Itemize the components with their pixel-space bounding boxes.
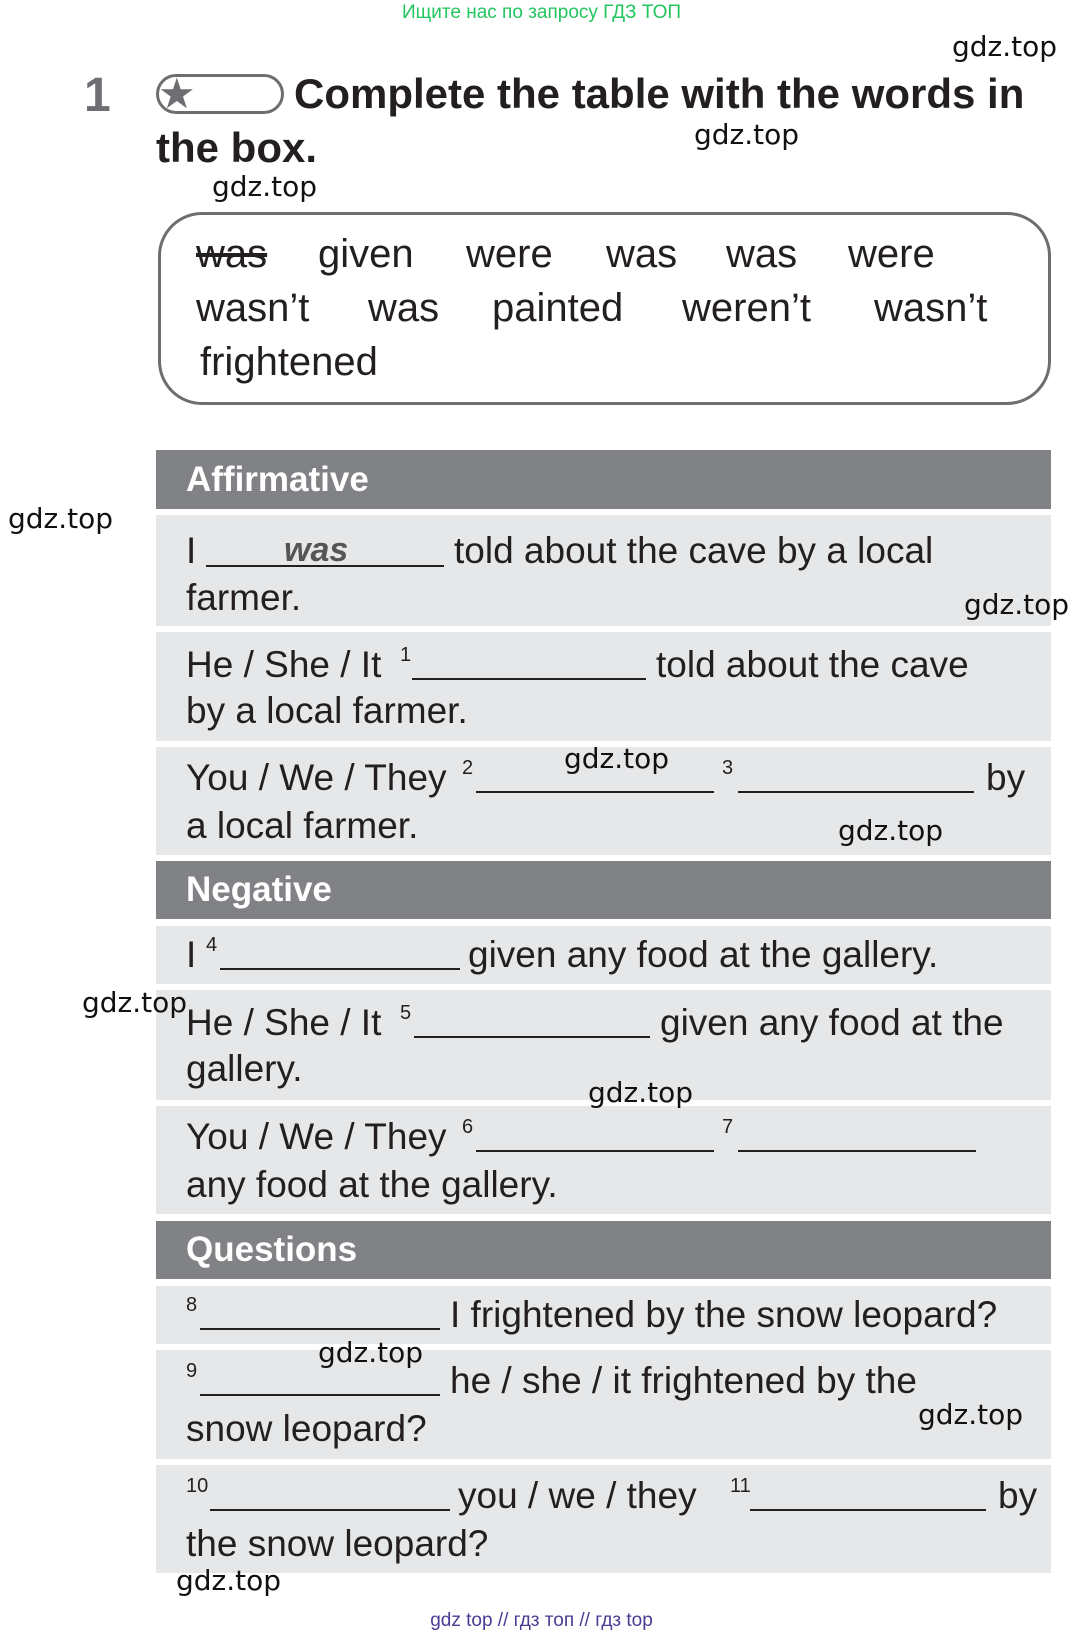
row-text: he / she / it frightened by the bbox=[450, 1360, 917, 1401]
row-text: gallery. bbox=[186, 1048, 303, 1089]
word: wasn’t bbox=[874, 286, 988, 330]
watermark: gdz.top bbox=[212, 170, 318, 203]
word: painted bbox=[492, 286, 624, 330]
row-text: by a local farmer. bbox=[186, 690, 468, 731]
section-header-affirmative: Affirmative bbox=[156, 450, 1051, 509]
table-row bbox=[156, 515, 1051, 626]
watermark: gdz.top bbox=[176, 1564, 282, 1597]
row-text: by bbox=[998, 1475, 1038, 1516]
word: weren’t bbox=[682, 286, 811, 330]
section-header-questions: Questions bbox=[156, 1221, 1051, 1279]
word: given bbox=[318, 232, 414, 276]
bottom-note: gdz top // гдз топ // гдз top bbox=[430, 1610, 653, 1631]
answer-blank[interactable] bbox=[738, 1150, 976, 1152]
row-text: He / She / It bbox=[186, 644, 382, 685]
blank-number: 7 bbox=[722, 1116, 734, 1138]
row-text: given any food at the gallery. bbox=[468, 934, 939, 975]
blank-number: 11 bbox=[730, 1475, 751, 1497]
blank-number: 6 bbox=[462, 1116, 474, 1138]
exercise-number: 1 bbox=[84, 69, 111, 122]
watermark: gdz.top bbox=[838, 814, 944, 847]
row-text: farmer. bbox=[186, 577, 302, 618]
row-text: told about the cave by a local bbox=[454, 530, 934, 571]
answer-blank[interactable] bbox=[738, 791, 974, 793]
table-row bbox=[156, 632, 1051, 741]
example-answer: was bbox=[284, 531, 349, 569]
row-text: told about the cave bbox=[656, 644, 969, 685]
blank-number: 1 bbox=[400, 644, 412, 666]
blank-number: 9 bbox=[186, 1360, 198, 1382]
blank-number: 10 bbox=[186, 1475, 209, 1497]
instruction-line-2: the box. bbox=[156, 124, 318, 171]
answer-blank[interactable] bbox=[750, 1509, 986, 1511]
row-text: you / we / they bbox=[458, 1475, 697, 1516]
watermark: gdz.top bbox=[694, 118, 800, 151]
word: were bbox=[848, 232, 935, 276]
answer-blank[interactable] bbox=[476, 791, 714, 793]
row-text: He / She / It bbox=[186, 1002, 382, 1043]
answer-blank[interactable] bbox=[200, 1394, 440, 1396]
answer-blank[interactable] bbox=[200, 1328, 440, 1330]
answer-blank[interactable] bbox=[412, 678, 646, 680]
star-icon: ★ bbox=[158, 70, 196, 117]
answer-blank[interactable] bbox=[220, 968, 460, 970]
answer-blank[interactable] bbox=[414, 1036, 650, 1038]
watermark: gdz.top bbox=[952, 30, 1058, 63]
table-row bbox=[156, 1350, 1051, 1459]
row-text: a local farmer. bbox=[186, 805, 419, 846]
row-text: I frightened by the snow leopard? bbox=[450, 1294, 998, 1335]
watermark: gdz.top bbox=[8, 502, 114, 535]
word: was bbox=[368, 286, 440, 330]
table-row bbox=[156, 1106, 1051, 1214]
word: wasn’t bbox=[196, 286, 310, 330]
row-text: I bbox=[186, 530, 197, 571]
watermark: gdz.top bbox=[588, 1076, 694, 1109]
instruction-line-1: Complete the table with the words in bbox=[294, 70, 1025, 117]
blank-number: 4 bbox=[206, 934, 218, 956]
word: were bbox=[466, 232, 553, 276]
watermark: gdz.top bbox=[82, 986, 188, 1019]
row-text: given any food at the bbox=[660, 1002, 1004, 1043]
word: frightened bbox=[200, 340, 378, 384]
word-struck: was bbox=[196, 232, 268, 276]
watermark: gdz.top bbox=[918, 1398, 1024, 1431]
top-note: Ищите нас по запросу ГДЗ ТОП bbox=[401, 2, 682, 23]
table-row bbox=[156, 1465, 1051, 1573]
word: was bbox=[606, 232, 678, 276]
row-text: You / We / They bbox=[186, 1116, 447, 1157]
row-text: You / We / They bbox=[186, 757, 447, 798]
row-text: by bbox=[986, 757, 1026, 798]
row-text: snow leopard? bbox=[186, 1408, 427, 1449]
row-text: any food at the gallery. bbox=[186, 1164, 558, 1205]
section-header-negative: Negative bbox=[156, 861, 1051, 919]
blank-number: 5 bbox=[400, 1002, 412, 1024]
word: was bbox=[726, 232, 798, 276]
answer-blank[interactable] bbox=[476, 1150, 714, 1152]
table-row bbox=[156, 926, 1051, 984]
blank-number: 2 bbox=[462, 757, 474, 779]
watermark: gdz.top bbox=[964, 588, 1070, 621]
table-row bbox=[156, 1286, 1051, 1344]
blank-number: 8 bbox=[186, 1294, 198, 1316]
watermark: gdz.top bbox=[318, 1336, 424, 1369]
answer-blank[interactable] bbox=[210, 1509, 450, 1511]
row-text: I bbox=[186, 934, 197, 975]
blank-number: 3 bbox=[722, 757, 734, 779]
watermark: gdz.top bbox=[564, 742, 670, 775]
row-text: the snow leopard? bbox=[186, 1523, 489, 1564]
